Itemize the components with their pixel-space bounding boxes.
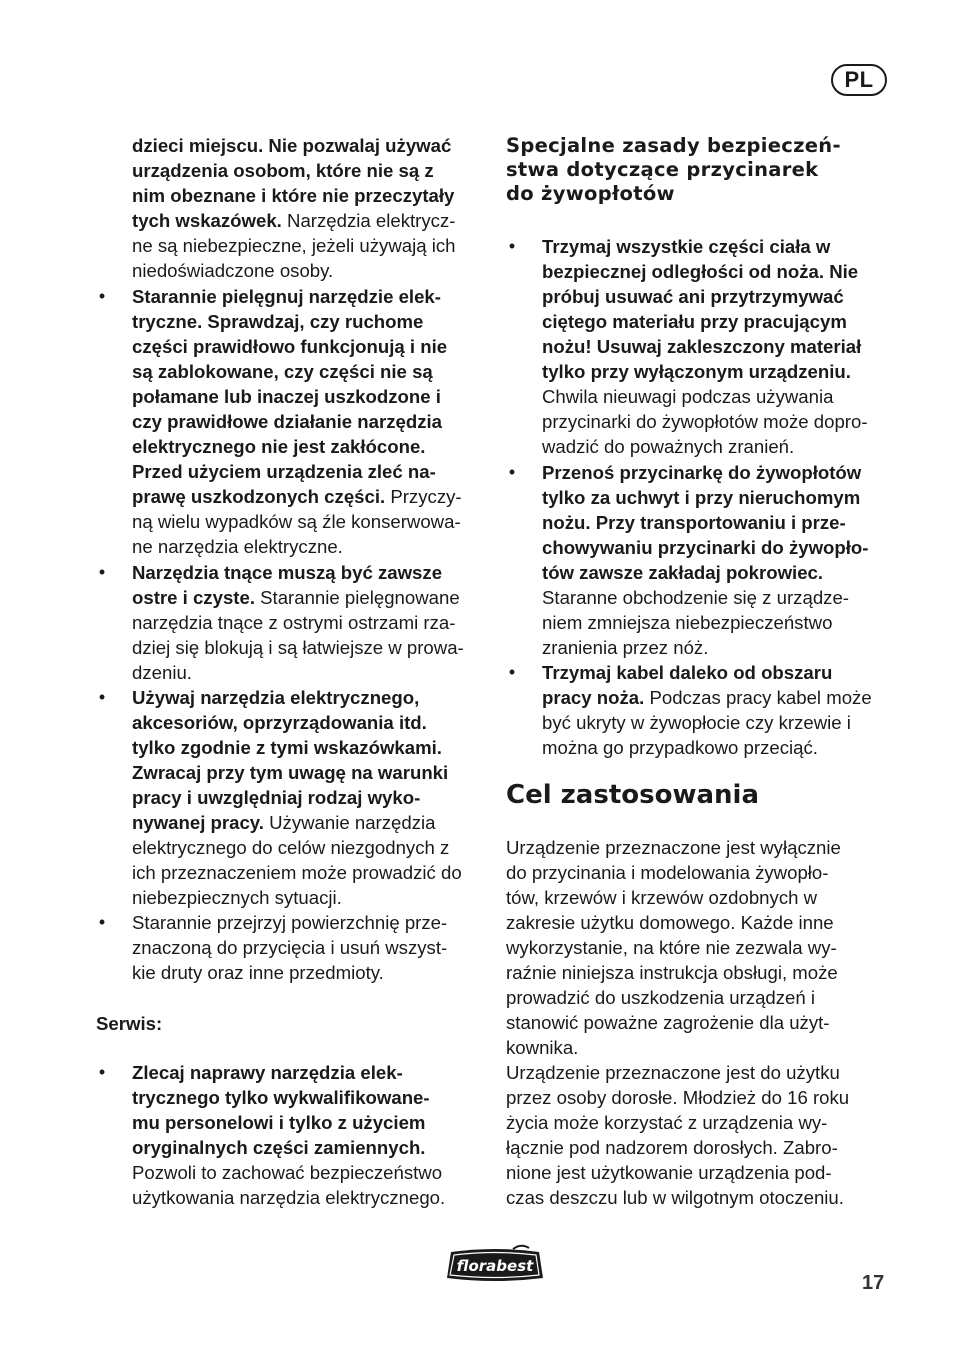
text-line: użytkowania narzędzia elektrycznego. — [132, 1187, 446, 1208]
text-line: kie druty oraz inne przedmioty. — [132, 962, 384, 983]
service-heading: Serwis: — [96, 1013, 163, 1034]
text-line — [542, 685, 872, 710]
bullet-icon: • — [98, 1062, 106, 1082]
language-badge: PL — [831, 64, 887, 96]
text-line: Narzędzia tnące muszą być zawsze — [132, 562, 443, 583]
text-line: ich przeznaczeniem może prowadzić do — [132, 862, 462, 883]
text-line: dziej się blokują i są łatwiejsze w prowa- — [132, 637, 464, 658]
text-line: mu personelowi i tylko z użyciem — [132, 1112, 426, 1133]
text-line: dzeniu. — [132, 662, 192, 683]
text-line: nożu. Przy transportowaniu i prze- — [542, 512, 846, 533]
text-line: oryginalnych części zamiennych. — [132, 1137, 426, 1158]
text-line: zranienia przez nóż. — [542, 637, 709, 658]
text-line: zakresie użytku domowego. Każde inne — [506, 912, 834, 933]
text-line: tryczne. Sprawdzaj, czy ruchome — [132, 311, 424, 332]
text-line: czy prawidłowe działanie narzędzia — [132, 411, 442, 432]
text-line: Trzymaj wszystkie części ciała w — [542, 236, 831, 257]
text-line: Urządzenie przeznaczone jest do użytku — [506, 1062, 840, 1083]
text-line: Używaj narzędzia elektrycznego, — [132, 687, 420, 708]
heading-line: stwa dotyczące przycinarek — [506, 158, 819, 181]
text-line: tów, krzewów i krzewów ozdobnych w — [506, 887, 818, 908]
text-line: tów zawsze zakładaj pokrowiec. — [542, 562, 824, 583]
bold-run: prawę uszkodzonych części. — [132, 486, 386, 507]
text-line: czas deszczu lub w wilgotnym otoczeniu. — [506, 1187, 844, 1208]
text-line: niebezpiecznych sytuacji. — [132, 887, 342, 908]
text-line: próbuj usuwać ani przytrzymywać — [542, 286, 844, 307]
text-line — [132, 484, 462, 509]
regular-run: Używanie narzędzia — [263, 812, 436, 833]
text-line: urządzenia osobom, które nie są z — [132, 160, 434, 181]
bullet-icon: • — [98, 286, 106, 306]
text-line: wykorzystanie, na które nie zezwala wy- — [506, 937, 837, 958]
text-line: połamane lub inaczej uszkodzone i — [132, 386, 441, 407]
text-line: tylko zgodnie z tymi wskazówkami. — [132, 737, 442, 758]
bullet-icon: • — [98, 687, 106, 707]
text-line: tylko za uchwyt i przy nieruchomym — [542, 487, 861, 508]
text-line: Przed użyciem urządzenia zleć na- — [132, 461, 436, 482]
page-number: 17 — [862, 1272, 885, 1294]
text-line: pracy i uwzględniaj rodzaj wyko- — [132, 787, 421, 808]
heading-line: Specjalne zasady bezpieczeń- — [506, 134, 841, 157]
text-line: niedoświadczone osoby. — [132, 260, 334, 281]
bullet-icon: • — [98, 562, 106, 582]
text-line: Zlecaj naprawy narzędzia elek- — [132, 1062, 403, 1083]
text-line: Przenoś przycinarkę do żywopłotów — [542, 462, 862, 483]
text-line: narzędzia tnące z ostrymi ostrzami rza- — [132, 612, 456, 633]
text-line — [132, 810, 436, 835]
text-line: nim obeznane i które nie przeczytały — [132, 185, 455, 206]
bold-run: nywanej pracy. — [132, 812, 264, 833]
text-line: Staranne obchodzenie się z urządze- — [542, 587, 849, 608]
text-line: Starannie pielęgnuj narzędzie elek- — [132, 286, 441, 307]
text-line — [132, 585, 460, 610]
section-title-usage: Cel zastosowania — [506, 780, 759, 810]
text-line: być ukryty w żywopłocie czy krzewie i — [542, 712, 851, 733]
text-line: Trzymaj kabel daleko od obszaru — [542, 662, 833, 683]
text-line: Starannie przejrzyj powierzchnię prze- — [132, 912, 448, 933]
text-line: życia może korzystać z urządzenia wy- — [506, 1112, 828, 1133]
text-line: ciętego materiału przy pracującym — [542, 311, 847, 332]
text-line: chowywaniu przycinarki do żywopło- — [542, 537, 869, 558]
bullet-icon: • — [98, 912, 106, 932]
heading-line: do żywopłotów — [506, 182, 675, 205]
regular-run: Przyczy- — [385, 486, 462, 507]
bullet-icon: • — [508, 662, 516, 682]
regular-run: Narzędzia elektrycz- — [281, 210, 456, 231]
text-line: kownika. — [506, 1037, 579, 1058]
text-line: ną wielu wypadków są źle konserwowa- — [132, 511, 461, 532]
text-line: przycinarki do żywopłotów może dopro- — [542, 411, 868, 432]
text-line: elektrycznego do celów niezgodnych z — [132, 837, 450, 858]
text-line: można go przypadkowo przeciąć. — [542, 737, 818, 758]
text-line: nożu! Usuwaj zakleszczony materiał — [542, 336, 862, 357]
text-line: przez osoby dorosłe. Młodzież do 16 roku — [506, 1087, 850, 1108]
text-line: Pozwoli to zachować bezpieczeństwo — [132, 1162, 443, 1183]
text-line: ne narzędzia elektryczne. — [132, 536, 343, 557]
text-line: do przycinania i modelowania żywopło- — [506, 862, 829, 883]
text-line: ne są niebezpieczne, jeżeli używają ich — [132, 235, 456, 256]
bullet-icon: • — [508, 462, 516, 482]
text-line: prowadzić do uszkodzenia urządzeń i — [506, 987, 816, 1008]
text-line: nione jest użytkowanie urządzenia pod- — [506, 1162, 832, 1183]
text-line: tylko przy wyłączonym urządzeniu. — [542, 361, 851, 382]
text-line: Zwracaj przy tym uwagę na warunki — [132, 762, 449, 783]
regular-run: Podczas pracy kabel może — [644, 687, 872, 708]
text-line: dzieci miejscu. Nie pozwalaj używać — [132, 135, 452, 156]
text-line: akcesoriów, oprzyrządowania itd. — [132, 712, 427, 733]
bullet-icon: • — [508, 236, 516, 256]
bold-run: ostre i czyste. — [132, 587, 255, 608]
text-line: niem zmniejsza niebezpieczeństwo — [542, 612, 833, 633]
leaf-icon — [513, 1246, 529, 1249]
text-line: części prawidłowo funkcjonują i nie — [132, 336, 448, 357]
bold-run: tych wskazówek. — [132, 210, 282, 231]
regular-run: Starannie pielęgnowane — [254, 587, 460, 608]
text-line: Chwila nieuwagi podczas używania — [542, 386, 834, 407]
text-line — [132, 208, 455, 233]
text-line: łącznie pod nadzorem dorosłych. Zabro- — [506, 1137, 838, 1158]
text-line: elektrycznego nie jest zakłócone. — [132, 436, 426, 457]
text-line: są zablokowane, czy części nie są — [132, 361, 433, 382]
text-line: stanowić poważne zagrożenie dla użyt- — [506, 1012, 830, 1033]
text-line: raźnie niniejsza instrukcja obsługi, może — [506, 962, 838, 983]
text-line: Urządzenie przeznaczone jest wyłącznie — [506, 837, 841, 858]
text-line: trycznego tylko wykwalifikowane- — [132, 1087, 430, 1108]
florabest-logo — [443, 1244, 547, 1286]
text-line: wadzić do poważnych zranień. — [542, 436, 795, 457]
logo-text: florabest — [456, 1257, 534, 1275]
bold-run: pracy noża. — [542, 687, 645, 708]
text-line: bezpiecznej odległości od noża. Nie — [542, 261, 859, 282]
text-line: znaczoną do przycięcia i usuń wszyst- — [132, 937, 448, 958]
